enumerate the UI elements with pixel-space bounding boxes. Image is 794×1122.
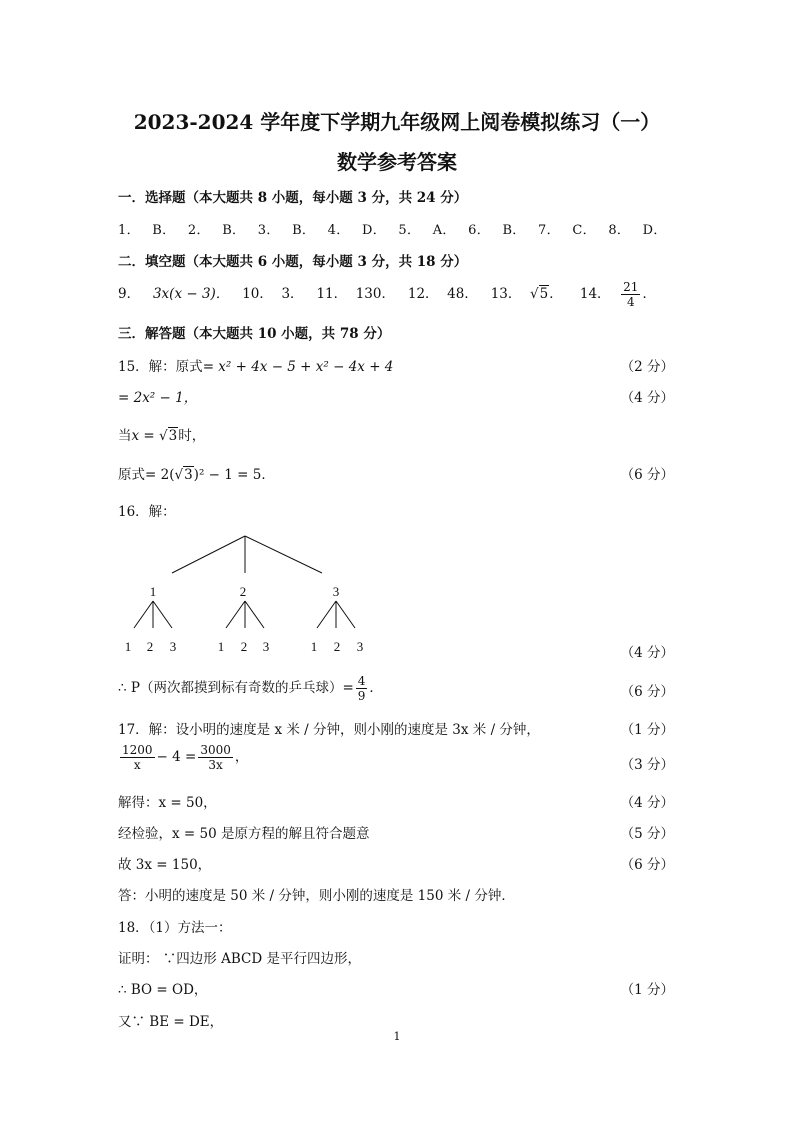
q15-x: x = [131,428,160,444]
q17-eq-mid: − 4 = [156,749,197,765]
fill-num-11: 11． [316,286,348,302]
q17-score-4: （5 分） [620,826,674,842]
q15-result-radicand: 3 [184,467,193,483]
fraction-denominator: 4 [626,295,635,309]
q17-score-2: （3 分） [620,757,674,773]
q16-prob-fraction [356,674,368,703]
q15-radicand: 3 [168,428,178,444]
section-choice-heading: 一．选择题（本大题共 8 小题，每小题 3 分，共 24 分） [118,190,468,206]
q15-expr2: = 2x² − 1， [118,390,198,406]
page-number: 1 [393,1030,401,1043]
tree-node-1: 1 [149,584,157,599]
q15-result-a: = 2( [145,467,175,483]
choice-answers: 1． B． 2． B． 3． B． 4． D． 5． A． 6． B． 7． C． 8． D． [118,223,667,238]
q17-line1: 17．解：设小明的速度是 x 米 / 分钟，则小刚的速度是 3x 米 / 分钟， [118,722,540,738]
fill-num-9: 9． [118,286,141,302]
q15-line3 [118,424,205,444]
q15-sqrt: √3 [159,428,178,444]
tree-diagram [110,530,410,665]
q17-score-1: （1 分） [620,722,674,738]
tree-node-2: 2 [239,584,247,599]
q16-score-1: （4 分） [620,645,674,661]
tree-leaf: 2 [333,639,341,654]
fill-num-14: 14． [579,286,611,302]
q17-eq-end: ， [234,749,249,765]
q15-when-end: 时， [178,428,206,444]
q16-prob-end: ． [369,680,383,696]
q17-fraction-2 [198,743,233,772]
tree-leaf: 3 [262,639,270,654]
fill-answer-9: 3x(x − 3)． [152,286,230,302]
tree-leaf: 1 [124,639,132,654]
q15-expr1: = x² + 4x − 5 + x² − 4x + 4 [202,359,394,375]
q17-line3: 解得：x = 50， [118,795,217,811]
fill-answers [118,280,656,309]
q18-line4: 又∵ BE = DE， [118,1014,224,1030]
fill-answer-13-end: ． [549,286,563,302]
q15-result-b: )² − 1 = 5． [193,467,275,483]
fraction-denominator: 3x [208,758,223,772]
tree-leaf: 2 [240,639,248,654]
q16-score-2: （6 分） [620,684,674,700]
tree-leaf: 2 [146,639,154,654]
q17-equation [118,743,248,772]
fill-answer-13-sqrt: √5 [530,286,549,302]
section-solve-heading: 三．解答题（本大题共 10 小题，共 78 分） [118,326,391,342]
q15-line4 [118,463,275,483]
section-fill-heading: 二．填空题（本大题共 6 小题，每小题 3 分，共 18 分） [118,254,468,270]
q18-score-3: （1 分） [620,982,674,998]
fill-num-13: 13． [490,286,522,302]
tree-node-3: 3 [332,584,340,599]
q15-result-sqrt: √3 [174,467,193,483]
tree-leaf: 3 [169,639,177,654]
q15-score-1: （2 分） [620,359,674,375]
q15-score-4: （6 分） [620,467,674,483]
fraction-numerator: 21 [623,280,639,294]
tree-branches [134,536,355,628]
q17-line4: 经检验，x = 50 是原方程的解且符合题意 [118,826,370,842]
q17-score-3: （4 分） [620,795,674,811]
fraction-denominator: 9 [357,689,366,703]
q15-label: 15．解：原式 [118,359,203,375]
tree-leaf: 1 [310,639,318,654]
fill-answer-12: 48． [447,286,478,302]
page-subtitle: 数学参考答案 [337,150,457,174]
q15-score-2: （4 分） [620,390,674,406]
q18-line3: ∴ BO = OD， [118,982,208,998]
q15-line1 [118,355,393,375]
fraction-numerator: 1200 [122,743,153,757]
fill-num-12: 12． [407,286,439,302]
fill-num-10: 10． [242,286,273,302]
q16-prob-eq: = [342,680,354,696]
q17-answer: 答：小明的速度是 50 米 / 分钟，则小刚的速度是 150 米 / 分钟． [118,888,515,904]
fraction-numerator: 4 [357,674,366,688]
fill-answer-14-end: ． [642,286,656,302]
fill-answer-14-fraction [621,280,640,309]
page-title: 2023-2024 学年度下学期九年级网上阅卷模拟练习（一） [133,110,661,134]
q16-head: 16．解： [118,504,176,520]
q16-prob-label: ∴ P（两次都摸到标有奇数的乒乓球） [118,680,343,696]
fill-answer-13-radicand: 5 [539,286,549,302]
q18-line1: 18．（1）方法一： [118,920,232,936]
fraction-denominator: x [133,758,141,772]
q15-line2 [118,386,197,406]
q17-score-5: （6 分） [620,857,674,873]
q15-when: 当 [118,428,132,444]
fill-answer-11: 130． [355,286,395,302]
q16-probability [118,674,383,703]
fill-answer-10: 3． [281,286,304,302]
q17-fraction-1 [120,743,155,772]
tree-leaf: 1 [217,639,225,654]
q15-result-label: 原式 [118,467,145,483]
q17-line5: 故 3x = 150， [118,857,212,873]
fraction-numerator: 3000 [200,743,231,757]
tree-leaf: 3 [356,639,364,654]
q18-line2: 证明： ∵四边形 ABCD 是平行四边形， [118,951,361,967]
